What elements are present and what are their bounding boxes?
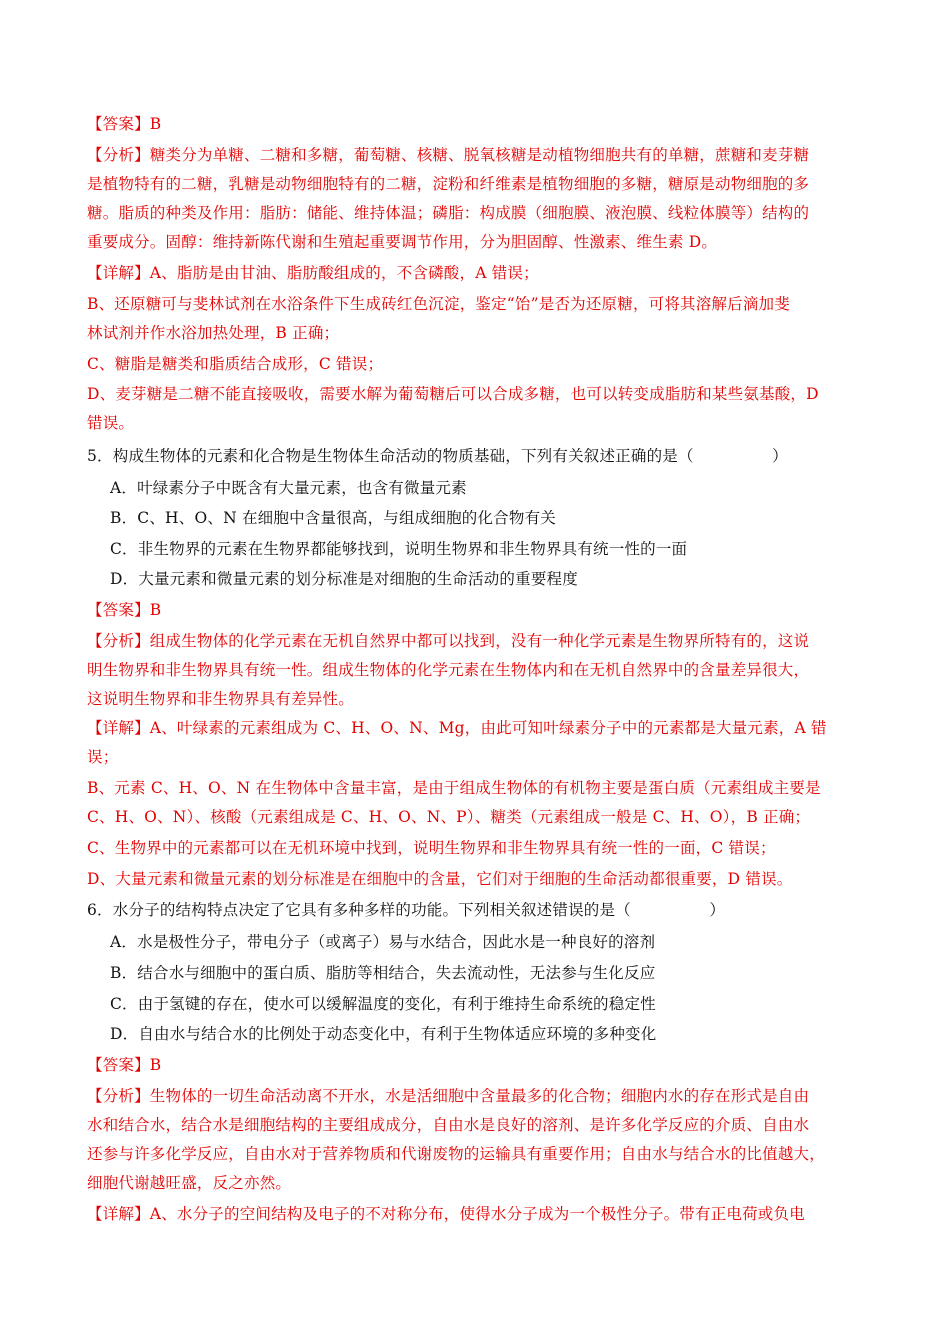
analysis-line: 【分析】生物体的一切生命活动离不开水，水是活细胞中含量最多的化合物；细胞内水的存在形式是自由: [87, 1087, 810, 1105]
detail-line: B、还原糖可与斐林试剂在水浴条件下生成砖红色沉淀，鉴定“饴”是否为还原糖，可将其溶解后滴加斐: [87, 295, 790, 313]
analysis-line: 还参与许多化学反应，自由水对于营养物质和代谢废物的运输具有重要作用；自由水与结合水的比值越大，: [87, 1145, 825, 1163]
question-stem: 6．水分子的结构特点决定了它具有多种多样的功能。下列相关叙述错误的是（ ）: [87, 901, 726, 919]
option-b: B．C、H、O、N 在细胞中含量很高，与组成细胞的化合物有关: [110, 509, 556, 527]
analysis-line: 是植物特有的二糖，乳糖是动物细胞特有的二糖，淀粉和纤维素是植物细胞的多糖，糖原是动物细胞的多: [87, 175, 810, 193]
analysis-line: 明生物界和非生物界具有统一性。组成生物体的化学元素在生物体内和在无机自然界中的含量差异很大，: [87, 661, 810, 679]
detail-line: D、麦芽糖是二糖不能直接吸收，需要水解为葡萄糖后可以合成多糖，也可以转变成脂肪和某些氨基酸，D: [87, 385, 819, 403]
detail-line: 误；: [87, 748, 119, 766]
answer-line: 【答案】B: [87, 1056, 162, 1074]
detail-line: C、生物界中的元素都可以在无机环境中找到，说明生物界和非生物界具有统一性的一面，C 错误；: [87, 839, 776, 857]
answer-line: 【答案】B: [87, 115, 162, 133]
detail-line: B、元素 C、H、O、N 在生物体中含量丰富，是由于组成生物体的有机物主要是蛋白质（元素组成主要是: [87, 779, 821, 797]
option-b: B．结合水与细胞中的蛋白质、脂肪等相结合，失去流动性，无法参与生化反应: [110, 964, 656, 982]
option-a: A．水是极性分子，带电分子（或离子）易与水结合，因此水是一种良好的溶剂: [110, 933, 656, 951]
analysis-line: 水和结合水，结合水是细胞结构的主要组成成分，自由水是良好的溶剂、是许多化学反应的介质、自由水: [87, 1116, 810, 1134]
detail-line: D、大量元素和微量元素的划分标准是在细胞中的含量，它们对于细胞的生命活动都很重要，D 错误。: [87, 870, 793, 888]
analysis-line: 这说明生物界和非生物界具有差异性。: [87, 690, 354, 708]
analysis-line: 【分析】组成生物体的化学元素在无机自然界中都可以找到，没有一种化学元素是生物界所特有的，这说: [87, 632, 810, 650]
detail-line: 错误。: [87, 414, 135, 432]
analysis-line: 【分析】糖类分为单糖、二糖和多糖，葡萄糖、核糖、脱氧核糖是动植物细胞共有的单糖，蔗糖和麦芽糖: [87, 146, 810, 164]
option-a: A．叶绿素分子中既含有大量元素，也含有微量元素: [110, 479, 467, 497]
detail-line: 【详解】A、脂肪是由甘油、脂肪酸组成的，不含磷酸，A 错误；: [87, 264, 539, 282]
option-c: C．非生物界的元素在生物界都能够找到，说明生物界和非生物界具有统一性的一面: [110, 540, 688, 558]
detail-line: 【详解】A、水分子的空间结构及电子的不对称分布，使得水分子成为一个极性分子。带有正电荷或负电: [87, 1205, 805, 1223]
answer-line: 【答案】B: [87, 601, 162, 619]
detail-line: C、H、O、N）、核酸（元素组成是 C、H、O、N、P）、糖类（元素组成一般是 C、H、O），B 正确；: [87, 808, 811, 826]
option-d: D．自由水与结合水的比例处于动态变化中，有利于生物体适应环境的多种变化: [110, 1025, 657, 1043]
question-stem: 5．构成生物体的元素和化合物是生物体生命活动的物质基础，下列有关叙述正确的是（ ）: [87, 447, 788, 465]
analysis-line: 细胞代谢越旺盛，反之亦然。: [87, 1174, 292, 1192]
detail-line: 【详解】A、叶绿素的元素组成为 C、H、O、N、Mg，由此可知叶绿素分子中的元素都是大量元素，A 错: [87, 719, 827, 737]
option-d: D．大量元素和微量元素的划分标准是对细胞的生命活动的重要程度: [110, 570, 578, 588]
analysis-line: 重要成分。固醇：维持新陈代谢和生殖起重要调节作用，分为胆固醇、性激素、维生素 D。: [87, 233, 718, 251]
analysis-line: 糖。脂质的种类及作用：脂肪：储能、维持体温；磷脂：构成膜（细胞膜、液泡膜、线粒体膜等）结构的: [87, 204, 810, 222]
detail-line: C、糖脂是糖类和脂质结合成形，C 错误；: [87, 355, 384, 373]
detail-line: 林试剂并作水浴加热处理，B 正确；: [87, 324, 340, 342]
option-c: C．由于氢键的存在，使水可以缓解温度的变化，有利于维持生命系统的稳定性: [110, 995, 656, 1013]
